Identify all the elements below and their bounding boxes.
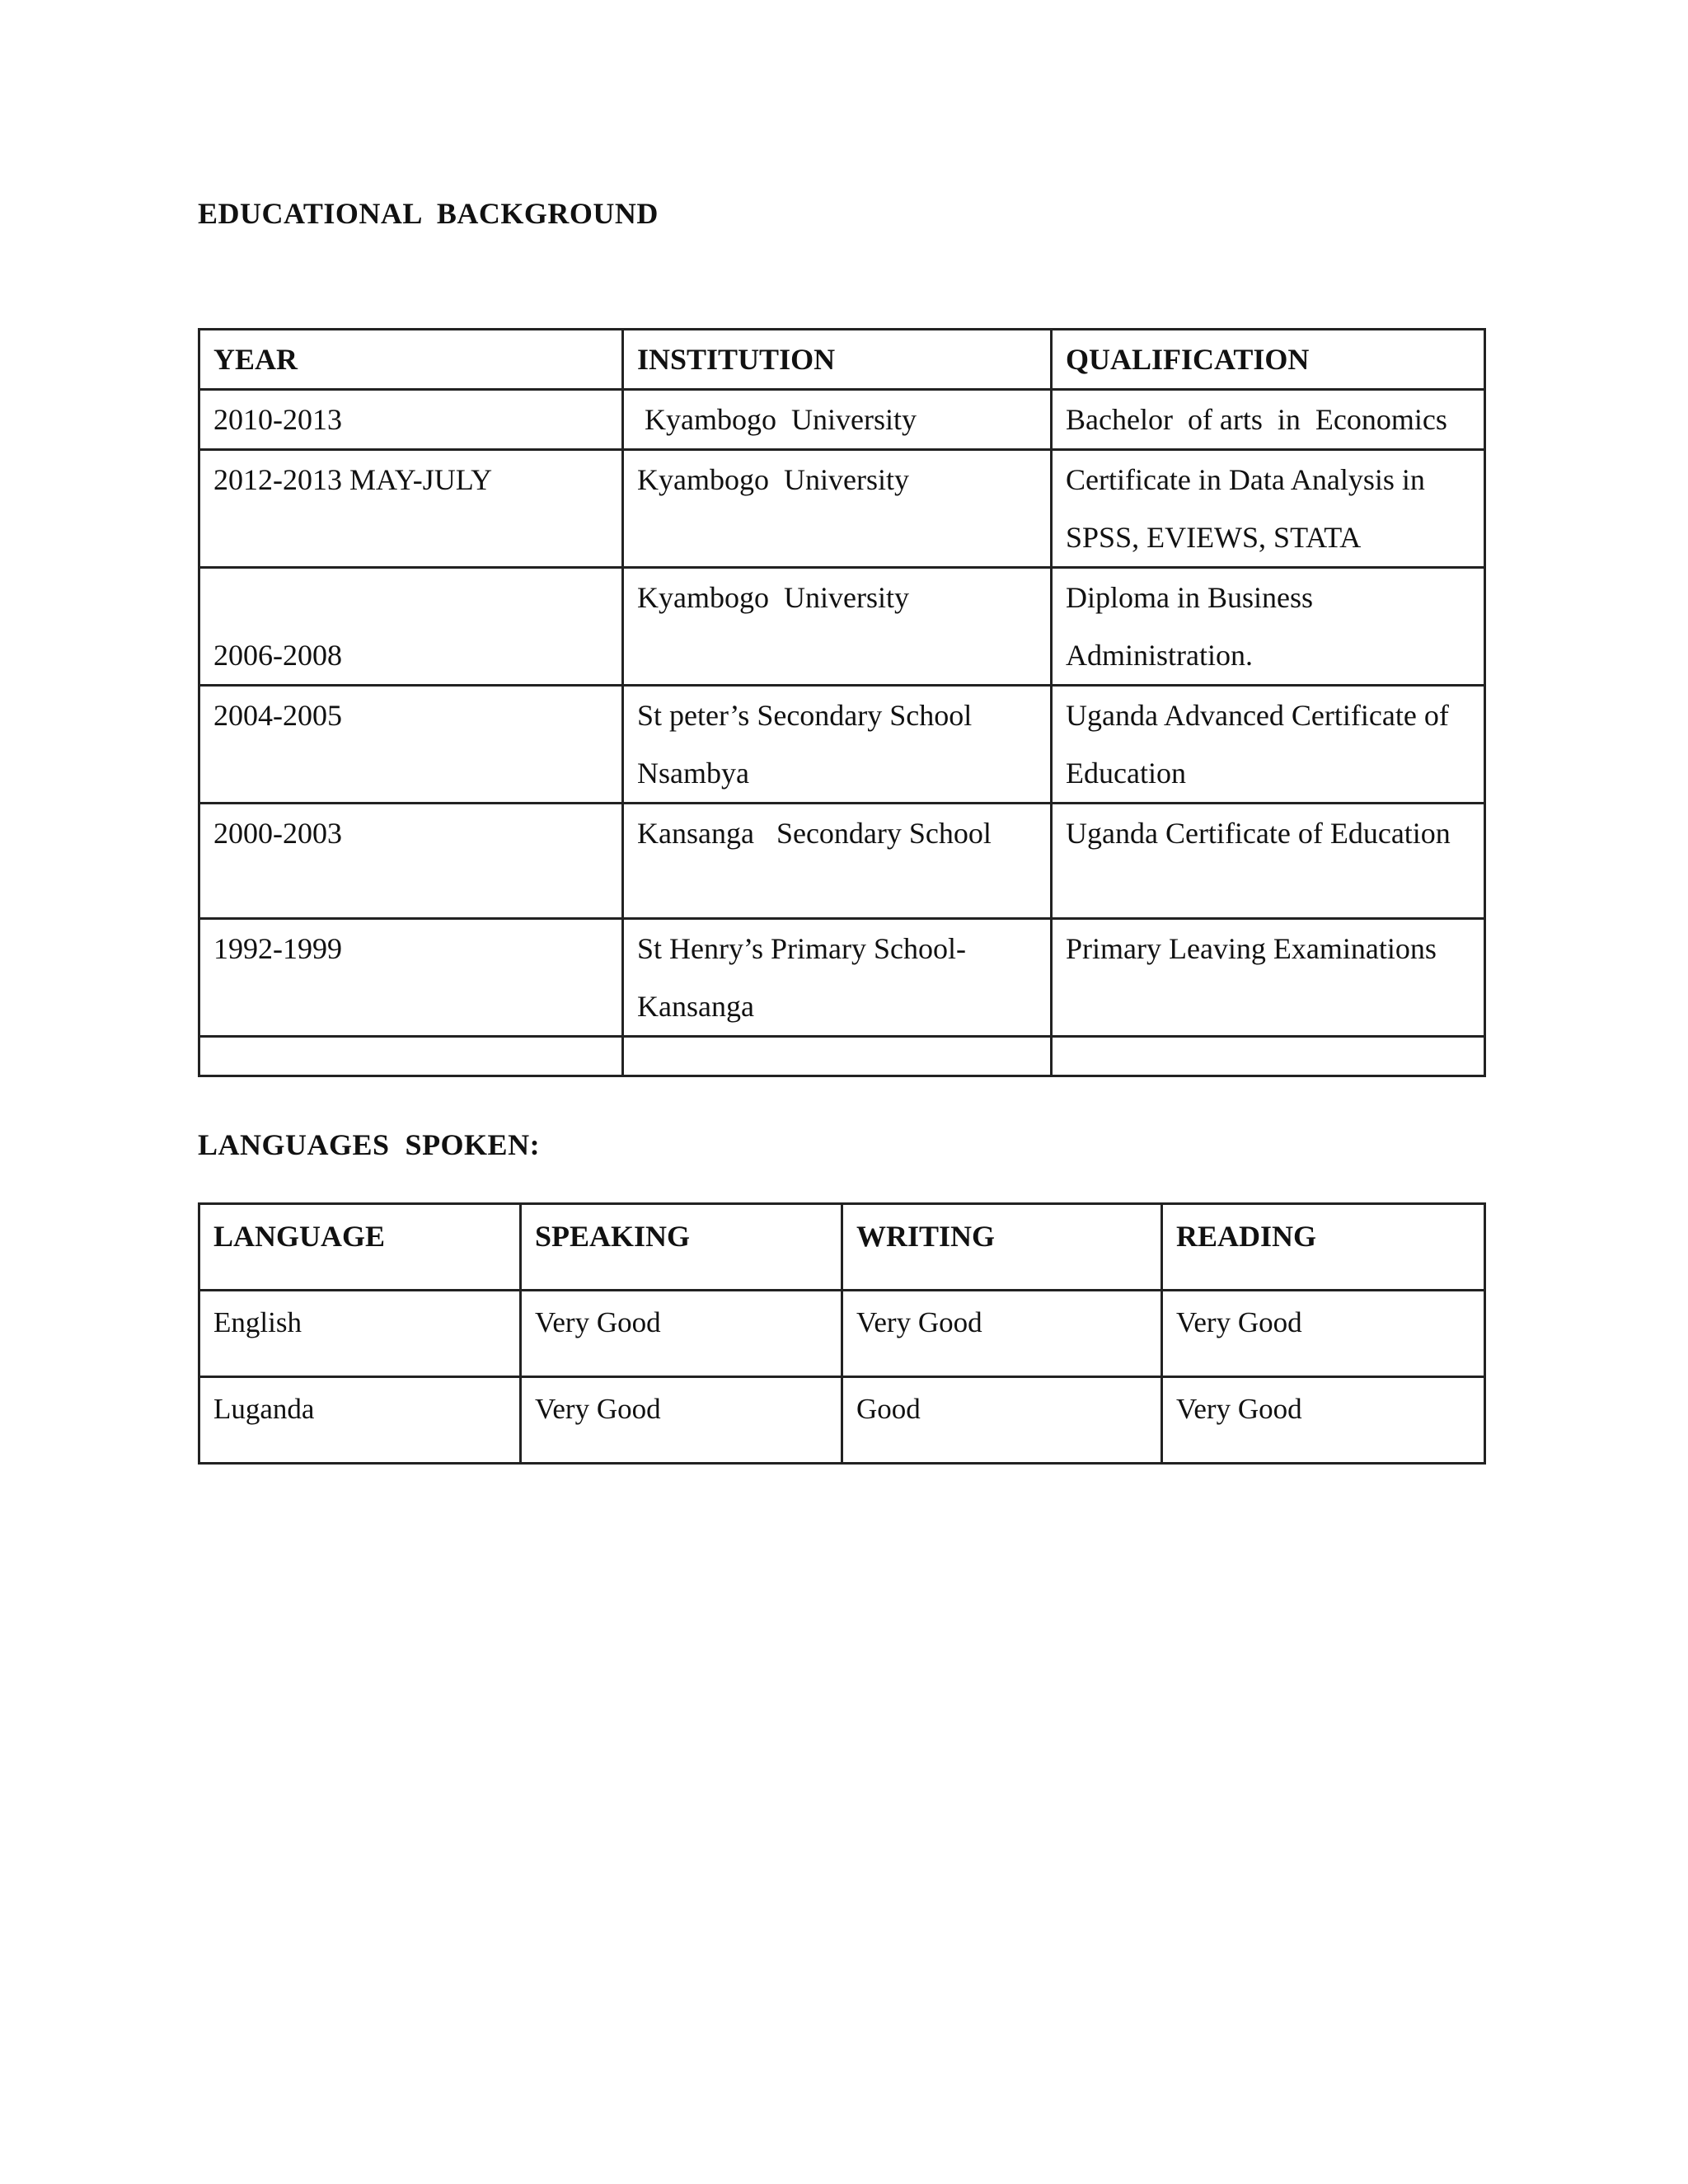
table-row [199,568,1485,686]
languages-table [198,1202,1486,1465]
languages-spoken-heading: LANGUAGES SPOKEN: [198,1128,541,1161]
year-cell: 1992-1999 [199,919,623,1037]
language-cell: Luganda [199,1377,521,1464]
year-cell: 2010-2013 [199,390,623,450]
writing-cell: Good [842,1377,1162,1464]
table-row [199,390,1485,450]
languages-header-row [199,1204,1485,1291]
language-cell: English [199,1291,521,1377]
qualification-cell: Bachelor of arts in Economics [1052,390,1485,450]
language-column-header: LANGUAGE [199,1204,521,1291]
empty-cell [623,1037,1052,1076]
institution-column-header: INSTITUTION [623,330,1052,390]
qualification-cell: Certificate in Data Analysis in SPSS, EVIEWS, STATA [1052,450,1485,568]
table-row [199,804,1485,919]
institution-cell: Kyambogo University [623,390,1052,450]
reading-cell: Very Good [1162,1377,1485,1464]
year-column-header: YEAR [199,330,623,390]
empty-cell [199,1037,623,1076]
institution-cell: St Henry’s Primary School- Kansanga [623,919,1052,1037]
reading-column-header: READING [1162,1204,1485,1291]
writing-column-header: WRITING [842,1204,1162,1291]
writing-cell: Very Good [842,1291,1162,1377]
qualification-cell: Diploma in Business Administration. [1052,568,1485,686]
education-header-row [199,330,1485,390]
table-row [199,1291,1485,1377]
year-cell: 2000-2003 [199,804,623,919]
table-row [199,450,1485,568]
empty-table-row [199,1037,1485,1076]
empty-cell [1052,1037,1485,1076]
institution-cell: Kyambogo University [623,450,1052,568]
year-cell: 2006-2008 [199,568,623,686]
table-row [199,1377,1485,1464]
qualification-cell: Uganda Advanced Certificate of Education [1052,686,1485,804]
year-cell: 2004-2005 [199,686,623,804]
speaking-column-header: SPEAKING [521,1204,842,1291]
table-row [199,919,1485,1037]
qualification-column-header: QUALIFICATION [1052,330,1485,390]
qualification-cell: Primary Leaving Examinations [1052,919,1485,1037]
institution-cell: Kansanga Secondary School [623,804,1052,919]
institution-cell: Kyambogo University [623,568,1052,686]
speaking-cell: Very Good [521,1377,842,1464]
reading-cell: Very Good [1162,1291,1485,1377]
qualification-cell: Uganda Certificate of Education [1052,804,1485,919]
year-cell: 2012-2013 MAY-JULY [199,450,623,568]
institution-cell: St peter’s Secondary School Nsambya [623,686,1052,804]
educational-background-heading: EDUCATIONAL BACKGROUND [198,197,659,230]
speaking-cell: Very Good [521,1291,842,1377]
table-row [199,686,1485,804]
education-table [198,328,1486,1077]
